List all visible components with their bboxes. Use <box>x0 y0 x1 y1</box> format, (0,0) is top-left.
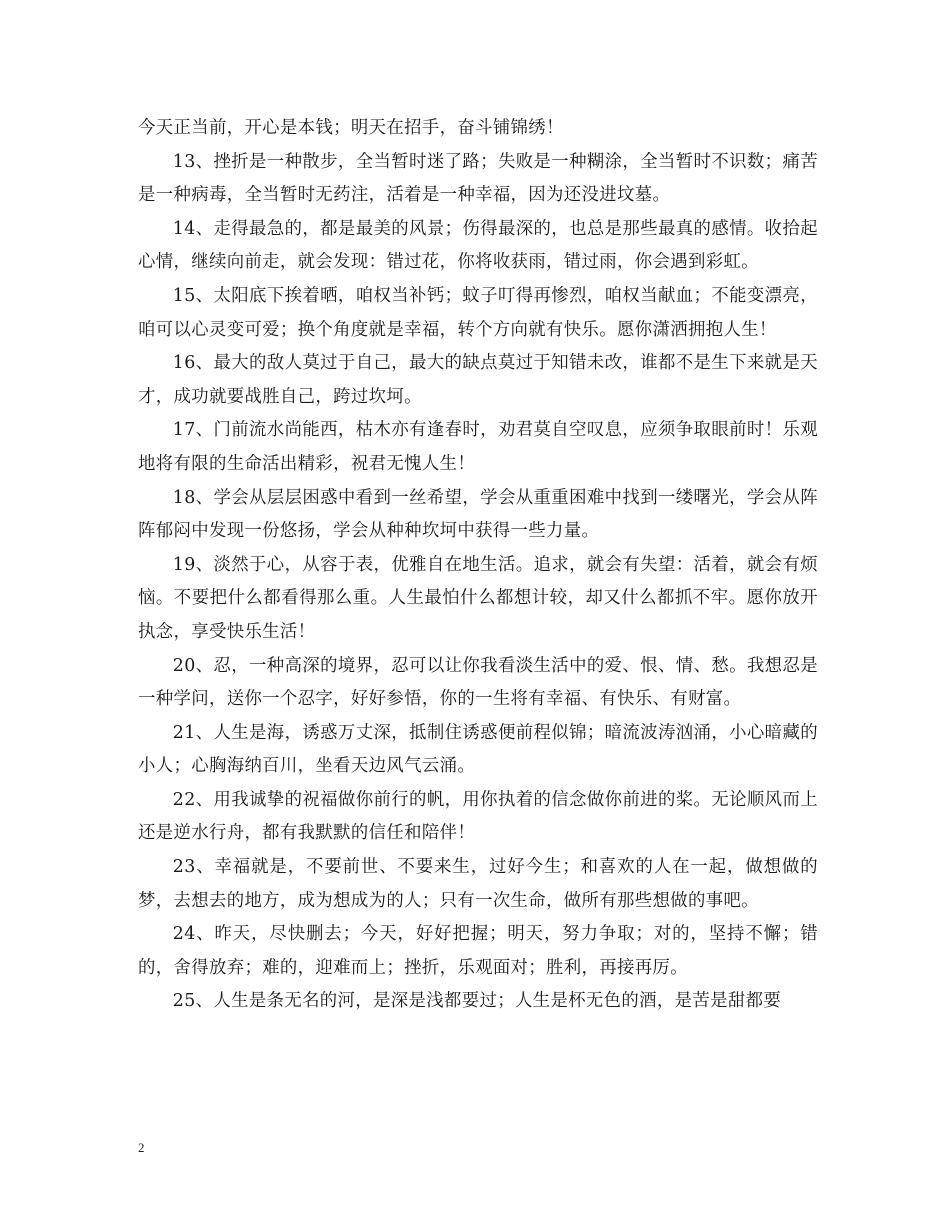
paragraph-16: 16、最大的敌人莫过于自己，最大的缺点莫过于知错未改，谁都不是生下来就是天才，成功就要战胜自己，跨过坎坷。 <box>138 353 818 407</box>
paragraph-20: 20、忍，一种高深的境界，忍可以让你我看淡生活中的爱、恨、情、愁。我想忍是一种学问，送你一个忍字，好好参悟，你的一生将有幸福、有快乐、有财富。 <box>138 655 818 710</box>
paragraph-14: 14、走得最急的，都是最美的风景；伤得最深的，也总是那些最真的感情。收拾起心情，继续向前走，就会发现：错过花，你将收获雨，错过雨，你会遇到彩虹。 <box>138 218 818 273</box>
paragraph-22: 22、用我诚挚的祝福做你前行的帆，用你执着的信念做你前进的桨。无论顺风而上还是逆水行舟，都有我默默的信任和陪伴！ <box>138 789 818 844</box>
paragraph-15: 15、太阳底下挨着晒，咱权当补钙；蚊子叮得再惨烈，咱权当献血；不能变漂亮，咱可以心灵变可爱；换个角度就是幸福，转个方向就有快乐。愿你潇洒拥抱人生！ <box>138 285 818 340</box>
paragraph-24: 24、昨天，尽快删去；今天，好好把握；明天，努力争取；对的，坚持不懈；错的，舍得放弃；难的，迎难而上；挫折，乐观面对；胜利，再接再厉。 <box>138 924 818 978</box>
paragraph-17: 17、门前流水尚能西，枯木亦有逢春时，劝君莫自空叹息，应须争取眼前时！乐观地将有限的生命活出精彩，祝君无愧人生！ <box>138 420 818 474</box>
paragraph-13: 13、挫折是一种散步，全当暂时迷了路；失败是一种糊涂，全当暂时不识数；痛苦是一种病毒，全当暂时无药注，活着是一种幸福，因为还没进坟墓。 <box>138 151 818 206</box>
page-number: 2 <box>138 1140 145 1155</box>
paragraph-25: 25、人生是条无名的河，是深是浅都要过；人生是杯无色的酒，是苦是甜都要 <box>172 991 782 1012</box>
paragraph-18: 18、学会从层层困惑中看到一丝希望，学会从重重困难中找到一缕曙光，学会从阵阵郁闷中发现一份悠扬，学会从种种坎坷中获得一些力量。 <box>138 487 818 542</box>
paragraph-23: 23、幸福就是，不要前世、不要来生，过好今生；和喜欢的人在一起，做想做的梦，去想去的地方，成为想成为的人；只有一次生命，做所有那些想做的事吧。 <box>138 857 818 911</box>
paragraph-21: 21、人生是海，诱惑万丈深，抵制住诱惑便前程似锦；暗流波涛汹涌，小心暗藏的小人；心胸海纳百川，坐看天边风气云涌。 <box>138 722 818 777</box>
paragraph-continuation: 今天正当前，开心是本钱；明天在招手，奋斗铺锦绣！ <box>138 118 564 138</box>
paragraph-19: 19、淡然于心，从容于表，优雅自在地生活。追求，就会有失望：活着，就会有烦恼。不要把什么都看得那么重。人生最怕什么都想计较，却又什么都抓不牢。愿你放开执念，享受快乐生活！ <box>138 554 818 642</box>
document-page <box>138 112 818 1019</box>
